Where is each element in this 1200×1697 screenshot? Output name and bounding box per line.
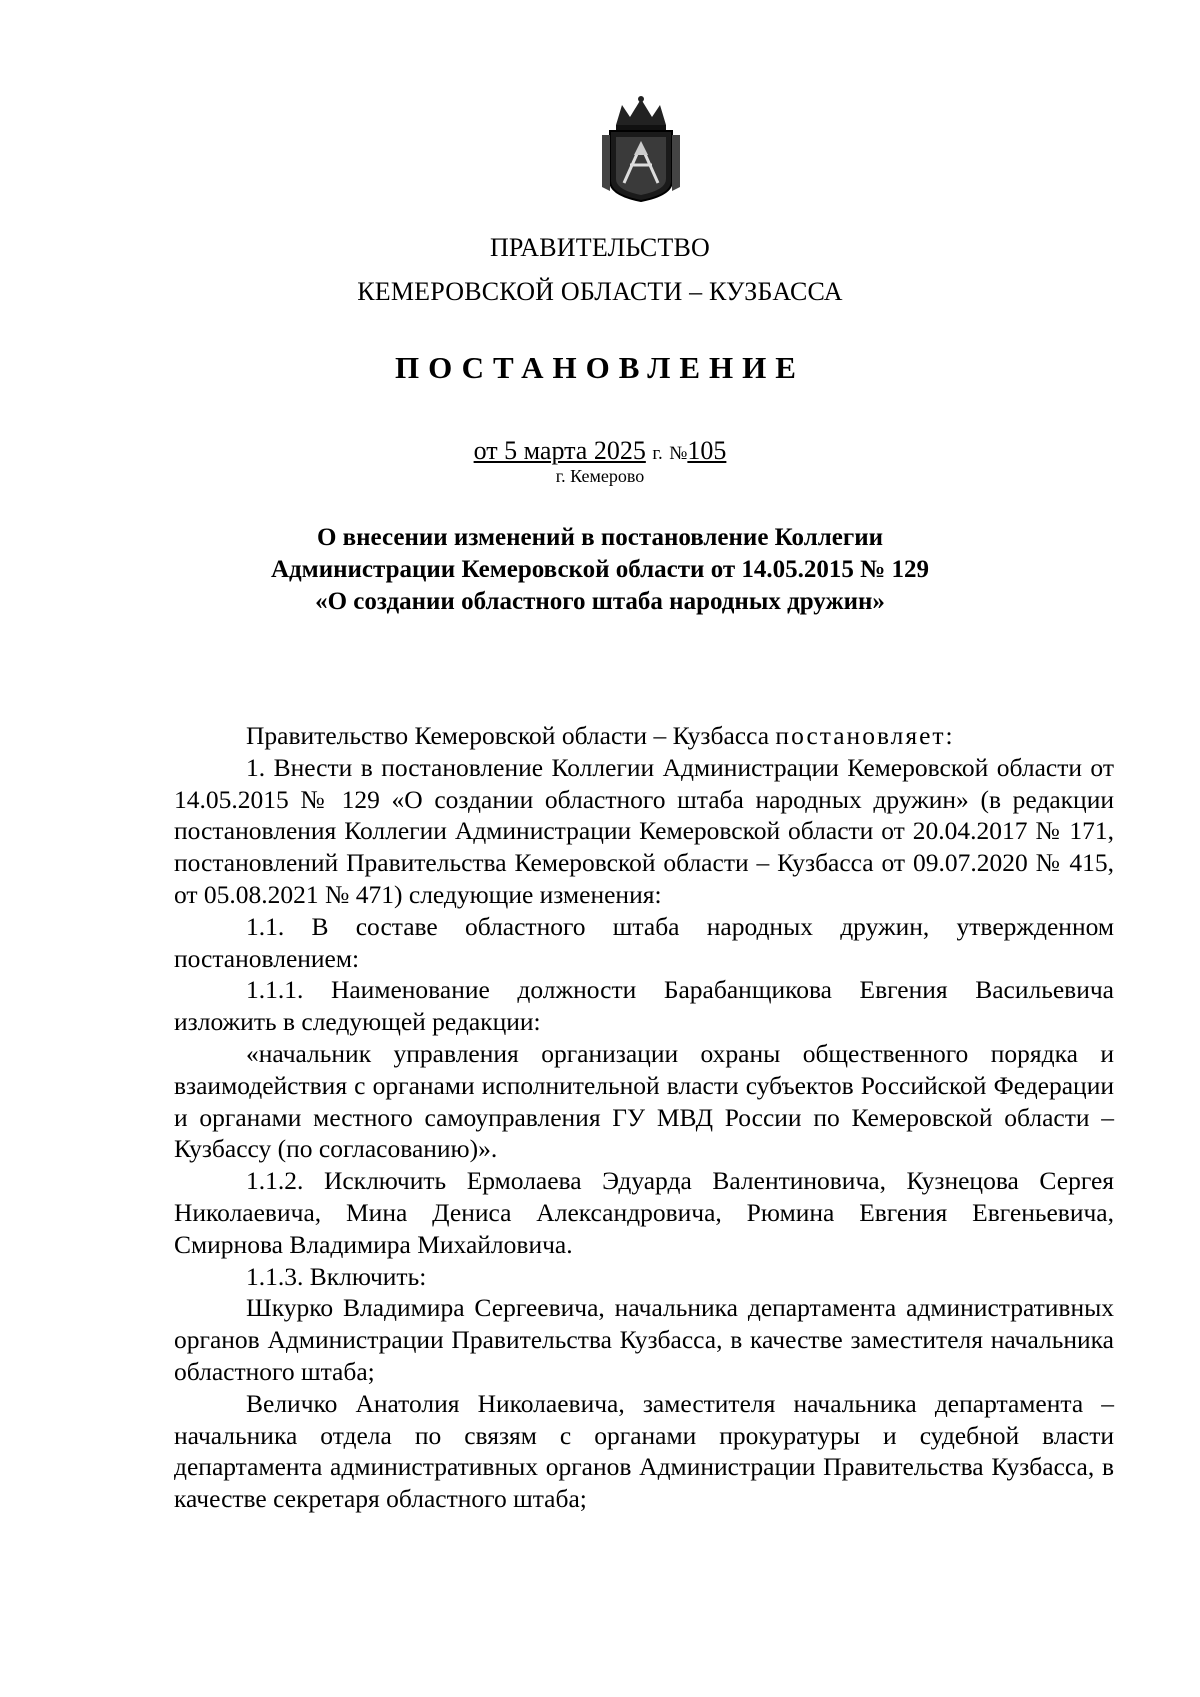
year-suffix: г. <box>652 443 663 464</box>
intro-text: Правительство Кемеровской области – Кузбасса <box>246 721 776 750</box>
paragraph-quote: «начальник управления организации охраны общественного порядка и взаимодействия с органами исполнительной власти субъектов Российской Федерации и органами местного самоуправления ГУ МВД России по Кемеровской области – Кузбассу (по согласованию)». <box>174 1038 1114 1164</box>
document-body <box>174 720 1114 1515</box>
paragraph-1-1-1: 1.1.1. Наименование должности Барабанщикова Евгения Васильевича изложить в следующей редакции: <box>174 975 1114 1037</box>
authority-name-line2: КЕМЕРОВСКОЙ ОБЛАСТИ – КУЗБАССА <box>357 277 843 306</box>
document-title: О внесении изменений в постановление Коллегии Администрации Кемеровской области от 14.05.2015 № 129 «О создании областного штаба народных дружин» <box>270 524 930 615</box>
document-date: от 5 марта 2025 <box>473 436 646 465</box>
date-number-line <box>0 436 1200 466</box>
paragraph-1-1: 1.1. В составе областного штаба народных дружин, утвержденном постановлением: <box>174 911 1114 973</box>
number-sign: № <box>669 443 688 464</box>
city: г. Кемерово <box>555 466 645 486</box>
paragraph-1-1-2: 1.1.2. Исключить Ермолаева Эдуарда Валентиновича, Кузнецова Сергея Николаевича, Мина Дениса Александровича, Рюмина Евгения Евгеньевича, Смирнова Владимира Михайловича. <box>174 1166 1114 1259</box>
document-number: 105 <box>687 436 727 465</box>
paragraph-1-1-3: 1.1.3. Включить: <box>246 1261 427 1291</box>
coat-of-arms-emblem <box>602 95 680 205</box>
crown-icon <box>616 96 666 131</box>
intro-verb: постановляет: <box>775 721 955 750</box>
authority-name-line1: ПРАВИТЕЛЬСТВО <box>489 233 711 262</box>
intro-paragraph <box>174 720 1114 752</box>
paragraph-1: 1. Внести в постановление Коллегии Администрации Кемеровской области от 14.05.2015 № 129 «О создании областного штаба народных дружин» (в редакции постановления Коллегии Администрации Кемеровской области от 20.04.2017 № 171, постановлений Правительства Кемеровской области – Кузбасса от 09.07.2020 № 415, от 05.08.2021 № 471) следующие изменения: <box>174 752 1114 909</box>
paragraph-include-2: Величко Анатолия Николаевича, заместителя начальника департамента – начальника отдела по связям с органами прокуратуры и судебной власти департамента административных органов Администрации Правительства Кузбасса, в качестве секретаря областного штаба; <box>174 1388 1114 1514</box>
paragraph-include-1: Шкурко Владимира Сергеевича, начальника департамента административных органов Администрации Правительства Кузбасса, в качестве заместителя начальника областного штаба; <box>174 1293 1114 1386</box>
document-type: ПОСТАНОВЛЕНИЕ <box>395 350 805 385</box>
